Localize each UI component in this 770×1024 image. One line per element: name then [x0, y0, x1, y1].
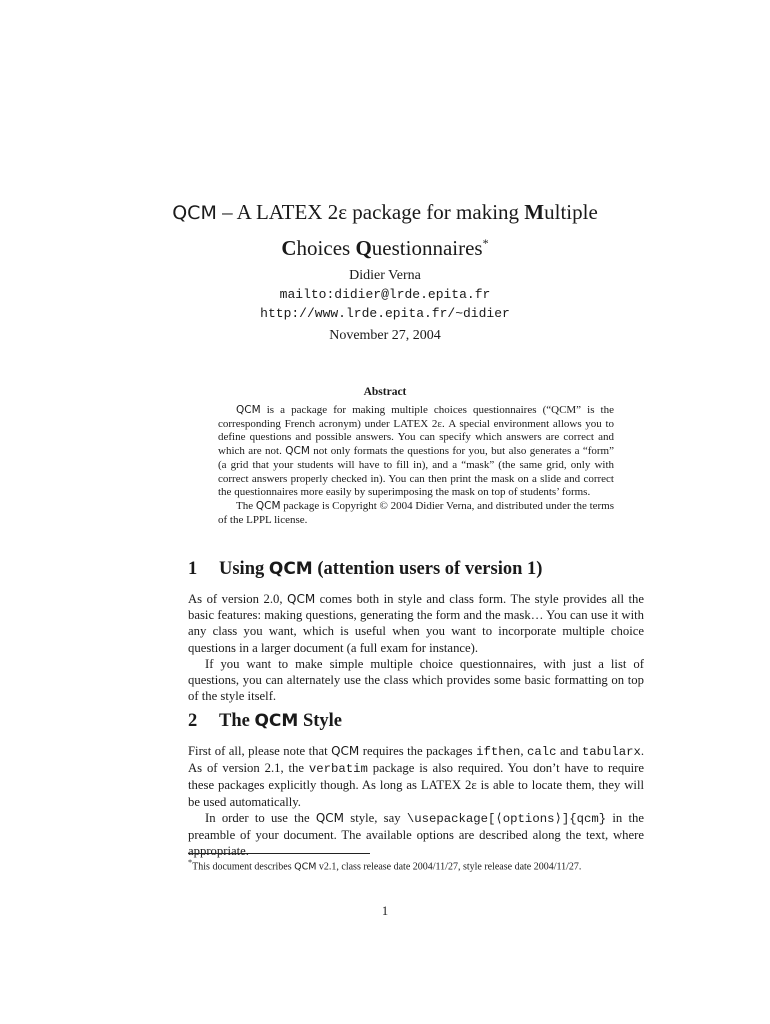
- abstract-heading: Abstract: [363, 386, 407, 398]
- qcm-name: QCM: [331, 744, 360, 758]
- document-title: [150, 197, 620, 263]
- section-title: Style: [298, 711, 343, 731]
- package-name: verbatim: [308, 762, 368, 777]
- package-name: tabularx: [581, 745, 641, 759]
- title-latex-logo: LATEX 2ε: [255, 200, 348, 224]
- footnote-rule: [188, 853, 370, 854]
- usepackage-command: \usepackage[⟨options⟩]{qcm}: [406, 811, 607, 826]
- package-name: ifthen: [476, 745, 521, 759]
- abstract-text-run: package is Copyright © 2004 Didier Verna, and distributed under the terms of the LPPL license.: [218, 499, 615, 526]
- qcm-name: QCM: [236, 404, 261, 416]
- author-block: [150, 266, 620, 323]
- text-run: style, say: [344, 810, 407, 825]
- title-text: ultiple: [544, 200, 598, 224]
- paragraph: [188, 743, 644, 810]
- qcm-name: QCM: [254, 711, 299, 731]
- footnote-text: This document describes: [192, 861, 295, 873]
- paragraph: [188, 810, 644, 860]
- section-2-heading: [188, 711, 342, 732]
- section-title: Using: [219, 559, 269, 579]
- text-run: package is also required. You don’t have to require these packages explicitly though. As long as LATEX 2ε is able to locate them, they will be used automatically.: [188, 761, 644, 809]
- abstract-text-run: is a package for making multiple choices questionnaires (“QCM” is the corresponding French acronym) under LATEX 2ε. A special environment allows you to define questions and possible answers. You can specify which answers are correct and which are not.: [218, 404, 614, 458]
- title-dash: – A: [216, 200, 256, 224]
- author-name: Didier Verna: [349, 268, 421, 283]
- qcm-name: QCM: [285, 445, 310, 458]
- section-number: 1: [188, 559, 198, 579]
- qcm-name: QCM: [255, 499, 281, 512]
- footnote-text: v2.1, class release date 2004/11/27, style release date 2004/11/27.: [316, 861, 582, 873]
- title-letter-c: C: [281, 236, 297, 260]
- title-text: hoices: [296, 236, 356, 260]
- abstract-text-run: The: [236, 499, 256, 512]
- abstract-paragraph: [218, 500, 614, 527]
- paragraph: If you want to make simple multiple choice questionnaires, with just a list of questions, you can alternately use the class which provides some basic formatting on top of the style itself.: [188, 656, 644, 704]
- title-qcm: QCM: [172, 202, 217, 224]
- text-run: First of all, please note that: [188, 744, 332, 758]
- title-letter-m: M: [524, 200, 545, 224]
- text-run: In order to use the: [205, 810, 316, 825]
- qcm-name: QCM: [287, 592, 316, 606]
- footnote: [188, 856, 644, 873]
- title-text: uestionnaires: [371, 236, 483, 260]
- footnote-mark: *: [188, 858, 193, 867]
- section-1-body: [188, 591, 644, 704]
- document-date: November 27, 2004: [329, 328, 441, 343]
- page-number: 1: [381, 904, 389, 918]
- author-url-link[interactable]: http://www.lrde.epita.fr/~didier: [260, 306, 510, 321]
- text-run: . As of version 2.1, the: [188, 744, 645, 776]
- author-email-link[interactable]: mailto:didier@lrde.epita.fr: [279, 287, 491, 302]
- text-run: ,: [520, 744, 527, 758]
- qcm-name: QCM: [268, 559, 313, 579]
- text-run: comes both in style and class form. The style provides all the basic features: making questions, generating the form and the mask… You can use it with any class you want, which is useful when you want to incorporate multiple choice questions in a larger document (a full exam for instance).: [188, 592, 644, 655]
- abstract-text-run: not only formats the questions for you, but also generates a “form” (a grid that your students will have to fill in), and a “mask” (the same grid, only with correct answers properly checked in). You can then print the mask on a slide and correct the questionnaires more easily by superimposing the mask on top of students’ forms.: [218, 445, 614, 499]
- abstract-text: [218, 404, 614, 527]
- text-run: in the preamble of your document. The available options are described along the text, where appropriate.: [188, 810, 645, 859]
- text-run: requires the packages: [359, 744, 477, 758]
- section-title: The: [219, 711, 255, 731]
- qcm-name: QCM: [294, 861, 317, 873]
- title-letter-q: Q: [355, 236, 372, 260]
- abstract-paragraph: [218, 404, 614, 500]
- title-footnote-mark: *: [482, 236, 489, 250]
- section-2-body: [188, 743, 644, 859]
- title-text: package for making: [347, 200, 525, 224]
- qcm-name: QCM: [315, 810, 345, 825]
- package-name: calc: [527, 745, 557, 759]
- text-run: and: [556, 744, 582, 758]
- section-number: 2: [188, 711, 198, 731]
- section-1-heading: [188, 559, 542, 580]
- text-run: As of version 2.0,: [188, 592, 287, 606]
- paragraph: [188, 591, 644, 656]
- section-title: (attention users of version 1): [312, 559, 543, 579]
